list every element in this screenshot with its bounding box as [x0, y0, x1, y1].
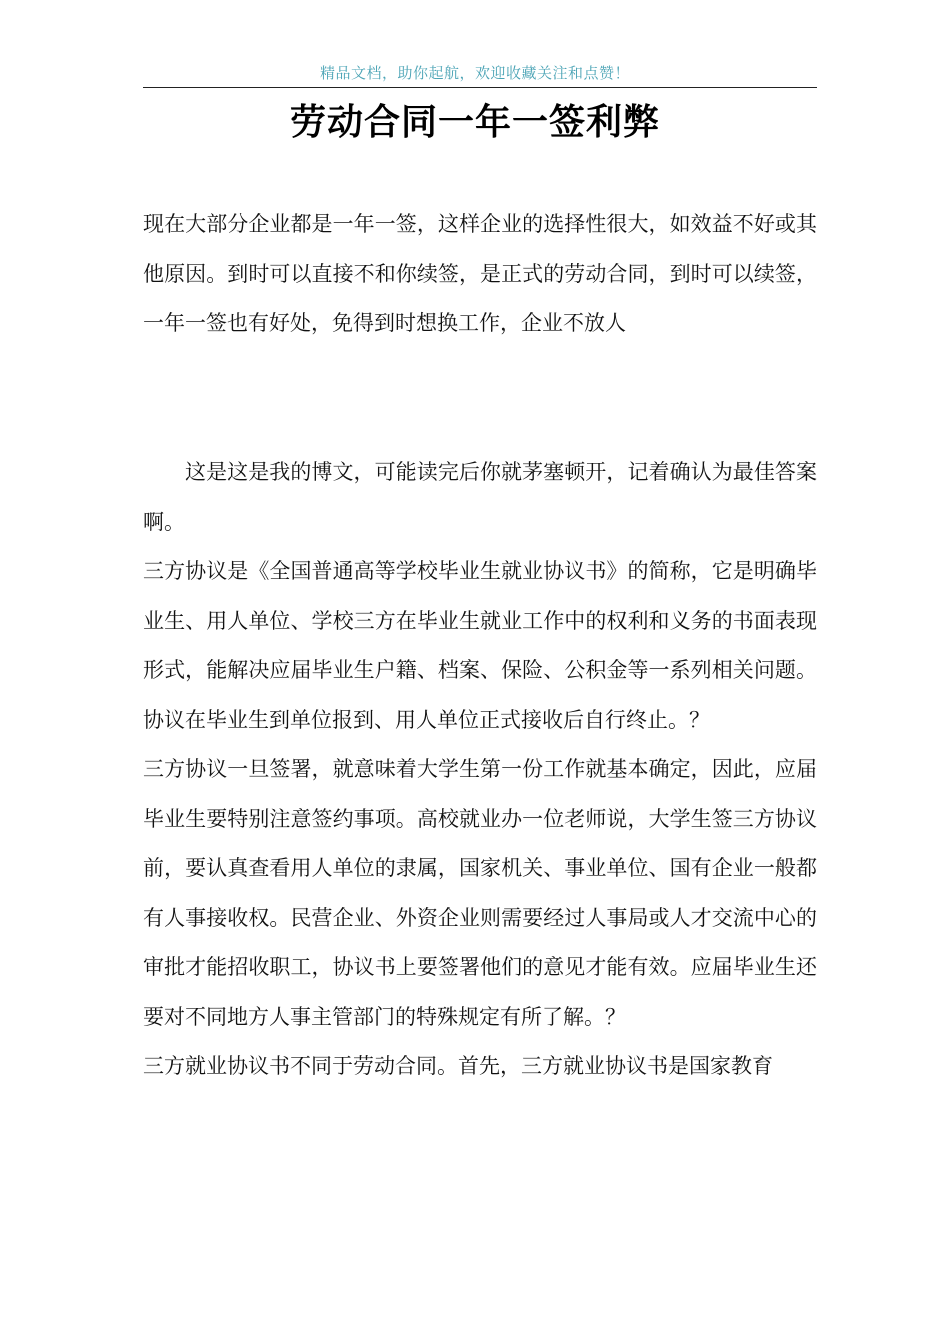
- body-paragraphs: [143, 547, 817, 1092]
- paragraph-2: 三方协议一旦签署，就意味着大学生第一份工作就基本确定，因此，应届毕业生要特别注意签约事项。高校就业办一位老师说，大学生签三方协议前，要认真查看用人单位的隶属，国家机关、事业单位、国有企业一般都有人事接收权。民营企业、外资企业则需要经过人事局或人才交流中心的审批才能招收职工，协议书上要签署他们的意见才能有效。应届毕业生还要对不同地方人事主管部门的特殊规定有所了解。？: [143, 757, 817, 1029]
- blog-note-text: 这是这是我的博文，可能读完后你就茅塞顿开，记着确认为最佳答案啊。: [143, 460, 817, 534]
- document-title: 劳动合同一年一签利弊: [289, 101, 660, 143]
- header-divider: [143, 87, 817, 88]
- header-note: 精品文档，助你起航，欢迎收藏关注和点赞！: [319, 64, 630, 82]
- intro-text: 现在大部分企业都是一年一签，这样企业的选择性很大，如效益不好或其他原因。到时可以直接不和你续签，是正式的劳动合同，到时可以续签，一年一签也有好处，免得到时想换工作，企业不放人: [143, 212, 817, 335]
- intro-paragraph: [143, 200, 817, 349]
- paragraph-1: 三方协议是《全国普通高等学校毕业生就业协议书》的简称，它是明确毕业生、用人单位、学校三方在毕业生就业工作中的权利和义务的书面表现形式，能解决应届毕业生户籍、档案、保险、公积金等一系列相关问题。协议在毕业生到单位报到、用人单位正式接收后自行终止。？: [143, 559, 817, 732]
- blog-note-paragraph: [143, 448, 817, 547]
- paragraph-3: 三方就业协议书不同于劳动合同。首先，三方就业协议书是国家教育: [143, 1054, 773, 1078]
